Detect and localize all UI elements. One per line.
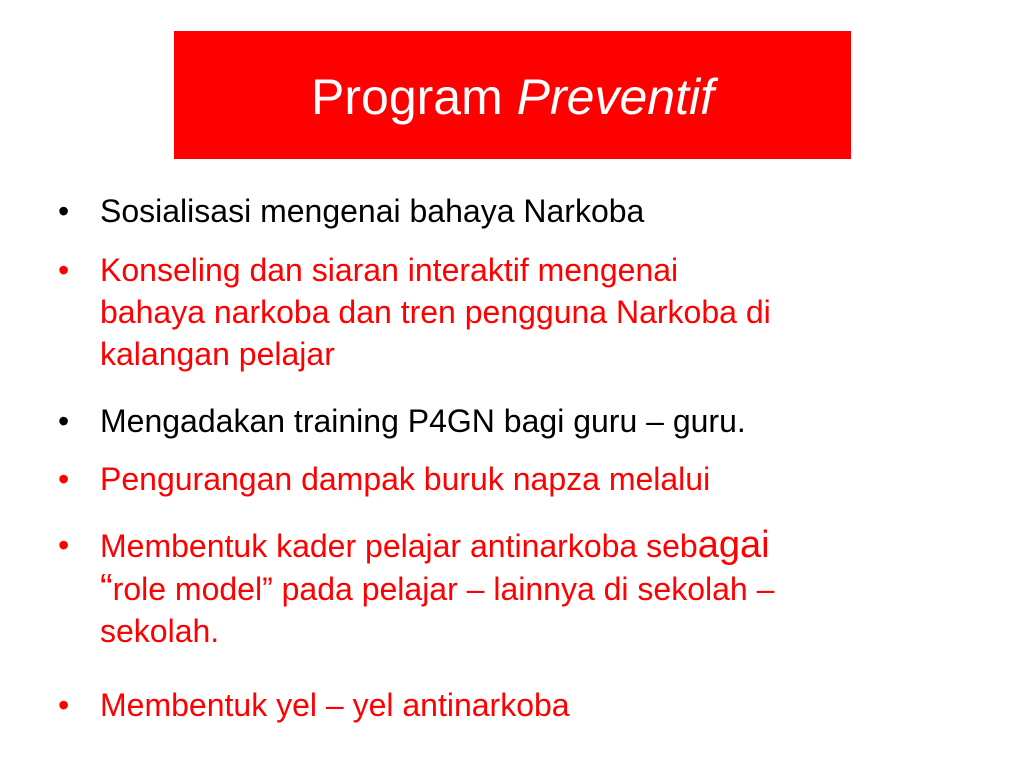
bullet-text: Sosialisasi mengenai bahaya Narkoba xyxy=(100,193,645,229)
bullet-text xyxy=(58,524,958,652)
bullet-text: Konseling dan siaran interaktif mengenai bahaya narkoba dan tren pengguna Narkoba di kalangan pelajar xyxy=(100,252,771,372)
bullet-item-kader xyxy=(58,524,958,652)
bullet-text-end: role model” pada pelajar – lainnya di sekolah – sekolah. xyxy=(100,571,775,649)
bullet-text: Pengurangan dampak buruk napza melalui xyxy=(100,461,711,497)
bullet-text-big: agai xyxy=(697,524,770,566)
bullet-text: Mengadakan training P4GN bagi guru – guru. xyxy=(100,403,746,439)
bullet-dot-icon: • xyxy=(58,527,70,563)
bullet-item-sosialisasi xyxy=(58,190,958,232)
bullet-dot-icon: • xyxy=(58,403,70,439)
bullet-dot-icon: • xyxy=(58,193,70,229)
bullet-item-training xyxy=(58,400,958,442)
bullet-dot-icon: • xyxy=(58,252,70,288)
title-italic: Preventif xyxy=(516,69,714,125)
title-normal: Program xyxy=(311,69,517,125)
bullet-item-konseling xyxy=(58,249,958,375)
bullet-text-start: Membentuk kader pelajar antinarkoba seb xyxy=(100,528,698,564)
bullet-item-pengurangan xyxy=(58,458,958,500)
bullet-text: Membentuk yel – yel antinarkoba xyxy=(100,687,570,723)
bullet-dot-icon: • xyxy=(58,687,70,723)
bullet-dot-icon: • xyxy=(58,461,70,497)
bullet-quote-big: “ xyxy=(100,567,113,609)
bullet-item-yel xyxy=(58,684,958,726)
